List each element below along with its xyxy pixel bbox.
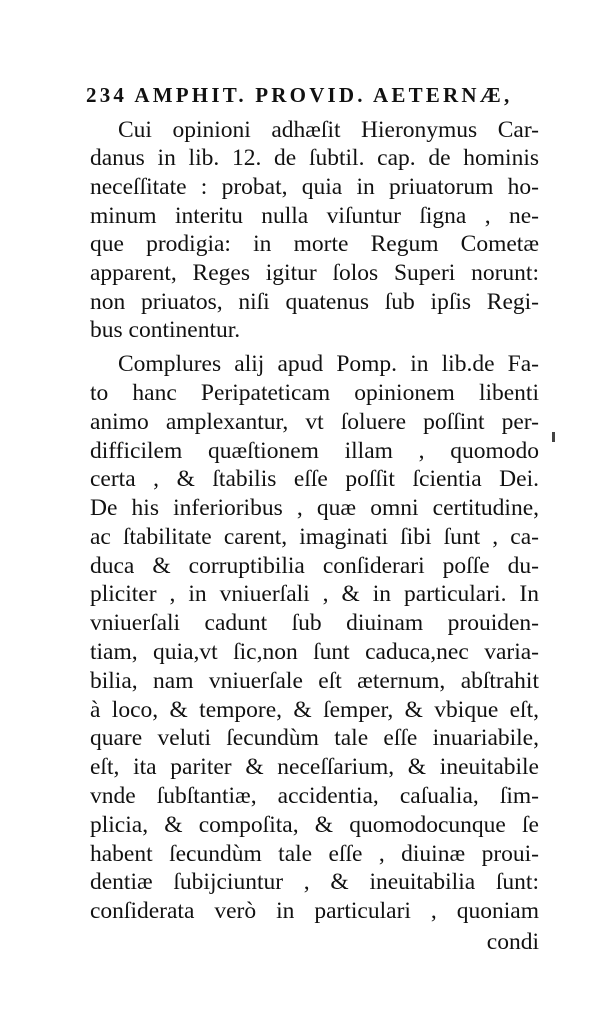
text-line: De his inferioribus , quæ omni certitudine, — [90, 495, 539, 521]
text-line: eſt, ita pariter & neceſſarium, & ineuitabile — [90, 754, 539, 780]
text-line: plicia, & compoſita, & quomodocunque ſe — [90, 812, 539, 838]
text-line: pliciter , in vniuerſali , & in particulari. In — [90, 581, 539, 607]
text-line: bilia, nam vniuerſale eſt æternum, abſtrahit — [90, 668, 539, 694]
text-line: Cui opinioni adhæſit Hieronymus Car- — [118, 117, 539, 143]
text-line: vnde ſubſtantiæ, accidentia, caſualia, ſim- — [90, 783, 539, 809]
margin-mark — [552, 432, 555, 442]
text-line: conſiderata verò in particulari , quoniam — [90, 898, 539, 924]
text-line: ac ſtabilitate carent, imaginati ſibi ſunt , ca- — [90, 524, 539, 550]
text-line: difficilem quæſtionem illam , quomodo — [90, 438, 539, 464]
text-line: non priuatos, niſi quatenus ſub ipſis Regi- — [90, 289, 539, 315]
text-line: vniuerſali cadunt ſub diuinam prouiden- — [90, 610, 539, 636]
text-line: Complures alij apud Pomp. in lib.de Fa- — [118, 351, 539, 377]
text-line: danus in lib. 12. de ſubtil. cap. de hominis — [90, 145, 539, 171]
text-line: animo amplexantur, vt ſoluere poſſint per- — [90, 409, 539, 435]
catchword: condi — [486, 929, 539, 955]
text-line: to hanc Peripateticam opinionem libenti — [90, 380, 539, 406]
text-line: que prodigia: in morte Regum Cometæ — [90, 231, 539, 257]
text-line: apparent, Reges igitur ſolos Superi norunt: — [90, 260, 539, 286]
text-line: à loco, & tempore, & ſemper, & vbique eſt, — [90, 697, 539, 723]
text-line: bus continentur. — [90, 317, 241, 343]
text-line: neceſſitate : probat, quia in priuatorum ho- — [90, 174, 539, 200]
text-line: habent ſecundùm tale eſſe , diuinæ proui- — [90, 841, 539, 867]
text-line: minum interitu nulla viſuntur ſigna , ne- — [90, 203, 539, 229]
text-line: certa , & ſtabilis eſſe poſſit ſcientia Dei. — [90, 466, 539, 492]
text-line: quare veluti ſecundùm tale eſſe inuariabile, — [90, 725, 539, 751]
running-head: 234 AMPHIT. PROVID. AETERNÆ, — [86, 83, 513, 107]
text-line: dentiæ ſubijciuntur , & ineuitabilia ſunt: — [90, 869, 539, 895]
text-line: duca & corruptibilia conſiderari poſſe du- — [90, 553, 539, 579]
text-line: tiam, quia,vt ſic,non ſunt caduca,nec varia- — [90, 639, 539, 665]
